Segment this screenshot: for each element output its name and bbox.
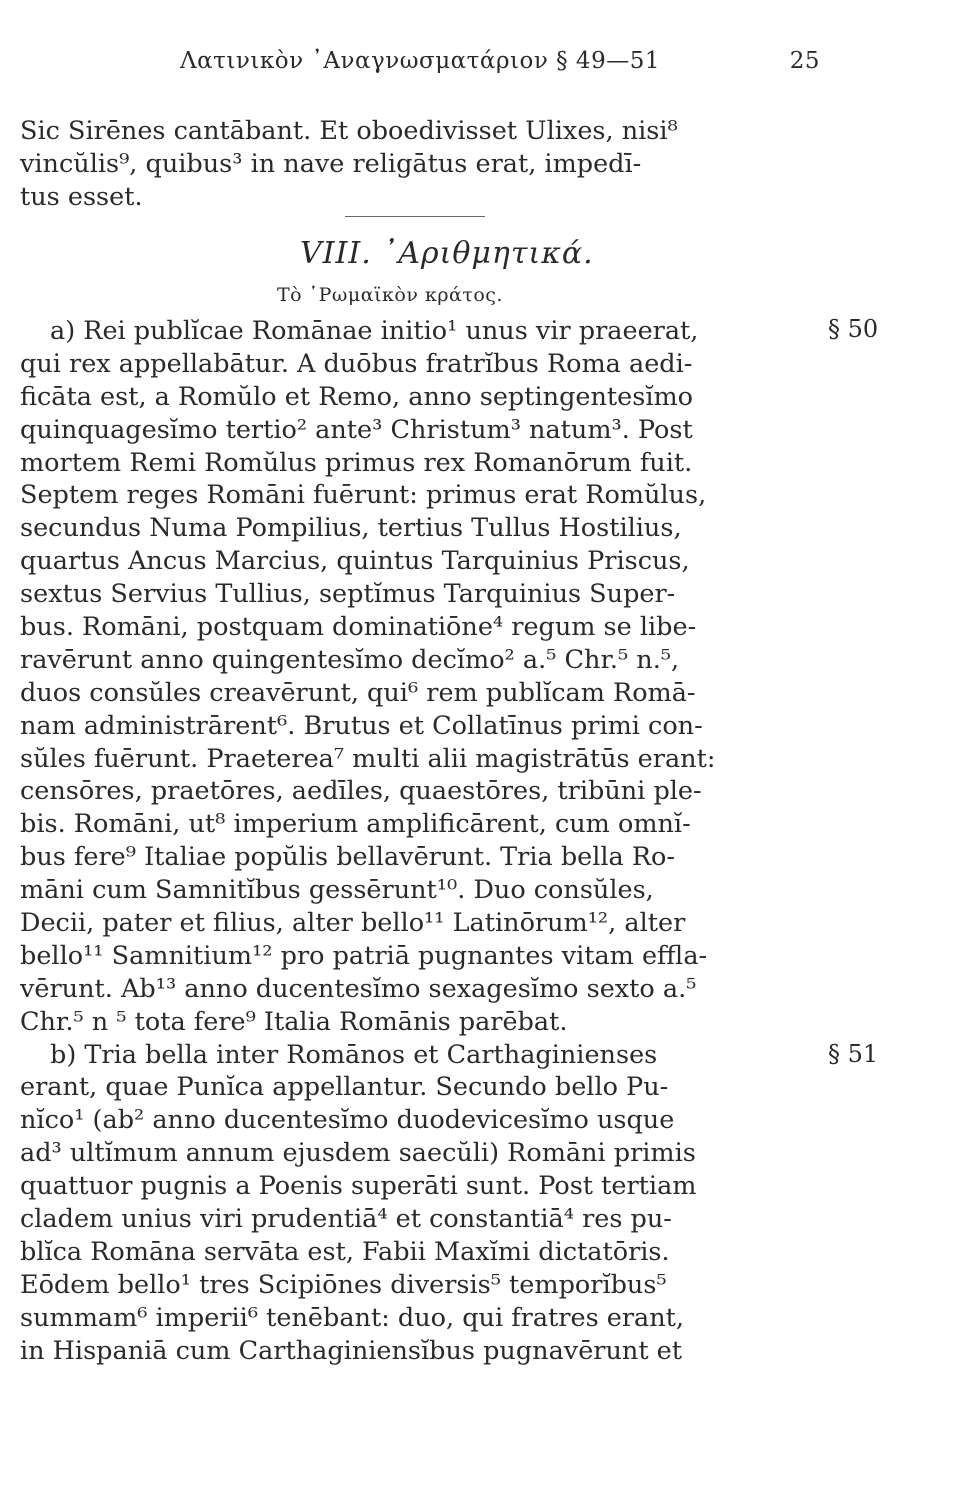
text-line: Decii, pater et filius, alter bello¹¹ Latinōrum¹², alter [20, 908, 686, 939]
text-line: quinquagesĭmo tertio² ante³ Christum³ natum³. Post [20, 414, 693, 445]
text-line: sextus Servius Tullius, septĭmus Tarquinius Super- [20, 579, 676, 610]
margin-paragraph-mark: § 51 [828, 1040, 879, 1068]
text-line: Eōdem bello¹ tres Scipiōnes diversis⁵ temporĭbus⁵ [20, 1269, 667, 1300]
page-number: 25 [789, 48, 820, 74]
text-line: mortem Remi Romŭlus primus rex Romanōrum fuit. [20, 447, 693, 478]
section-divider [345, 216, 485, 217]
section-subtitle: Τὸ ῾Ρωμαϊκὸν κράτος. [277, 284, 503, 306]
running-head [180, 48, 820, 88]
text-line: ad³ ultĭmum annum ejusdem saecŭli) Romāni primis [20, 1138, 696, 1169]
text-line: vērunt. Ab¹³ anno ducentesĭmo sexagesĭmo sexto a.⁵ [20, 973, 697, 1004]
text-line: māni cum Samnitĭbus gessērunt¹⁰. Duo consŭles, [20, 875, 654, 906]
text-line: blĭca Romāna servāta est, Fabii Maxĭmi dictatōris. [20, 1236, 670, 1267]
text-line: ravērunt anno quingentesĭmo decĭmo² a.⁵ Chr.⁵ n.⁵, [20, 644, 680, 675]
text-line: b) Tria bella inter Romānos et Carthaginienses [50, 1039, 658, 1070]
text-line: censōres, praetōres, aedīles, quaestōres, tribūni ple- [20, 776, 702, 807]
text-line: Chr.⁵ n ⁵ tota fere⁹ Italia Romānis parēbat. [20, 1006, 568, 1037]
text-line: quartus Ancus Marcius, quintus Tarquinius Priscus, [20, 546, 690, 577]
text-line: bus fere⁹ Italiae popŭlis bellavērunt. Tria bella Ro- [20, 842, 676, 873]
running-head-title: Λατινικὸν ᾿Αναγνωσματάριον § 49—51 [180, 48, 660, 74]
text-line: nam administrārent⁶. Brutus et Collatīnus primi con- [20, 710, 703, 741]
text-line: Septem reges Romāni fuērunt: primus erat Romŭlus, [20, 480, 707, 511]
text-line: Sic Sirēnes cantābant. Et oboedivisset Ulixes, nisi⁸ [20, 116, 678, 146]
margin-paragraph-mark: § 50 [828, 315, 879, 343]
text-line: summam⁶ imperii⁶ tenēbant: duo, qui fratres erant, [20, 1302, 685, 1333]
text-line: duos consŭles creavērunt, qui⁶ rem publĭcam Romā- [20, 677, 696, 708]
text-line: bus. Romāni, postquam dominatiōne⁴ regum se libe- [20, 612, 697, 643]
text-line: sŭles fuērunt. Praeterea⁷ multi alii magistrātūs erant: [20, 743, 716, 774]
body-text [20, 315, 820, 1368]
text-line: bello¹¹ Samnitium¹² pro patriā pugnantes vitam effla- [20, 940, 708, 971]
top-paragraph [20, 115, 820, 214]
text-line: bis. Romāni, ut⁸ imperium amplificārent, cum omnĭ- [20, 809, 691, 840]
text-line: secundus Numa Pompilius, tertius Tullus Hostilius, [20, 513, 682, 544]
text-line: a) Rei publĭcae Romānae initio¹ unus vir praeerat, [50, 316, 699, 346]
text-line: in Hispaniā cum Carthaginiensĭbus pugnavērunt et [20, 1335, 683, 1366]
text-line: ficāta est, a Romŭlo et Remo, anno septingentesĭmo [20, 381, 694, 412]
section-title: VIII. ᾿Αριθμητικά. [300, 236, 594, 271]
text-line: cladem unius viri prudentiā⁴ et constantiā⁴ res pu- [20, 1204, 672, 1235]
text-line: quattuor pugnis a Poenis superāti sunt. Post tertiam [20, 1171, 697, 1202]
text-line: vincŭlis⁹, quibus³ in nave religātus erat, impedī- [20, 148, 642, 179]
text-line: tus esset. [20, 181, 143, 212]
text-line: erant, quae Punĭca appellantur. Secundo bello Pu- [20, 1072, 669, 1103]
text-line: nĭco¹ (ab² anno ducentesĭmo duodevicesĭmo usque [20, 1105, 675, 1136]
text-line: qui rex appellabātur. A duōbus fratrĭbus Roma aedi- [20, 348, 693, 379]
